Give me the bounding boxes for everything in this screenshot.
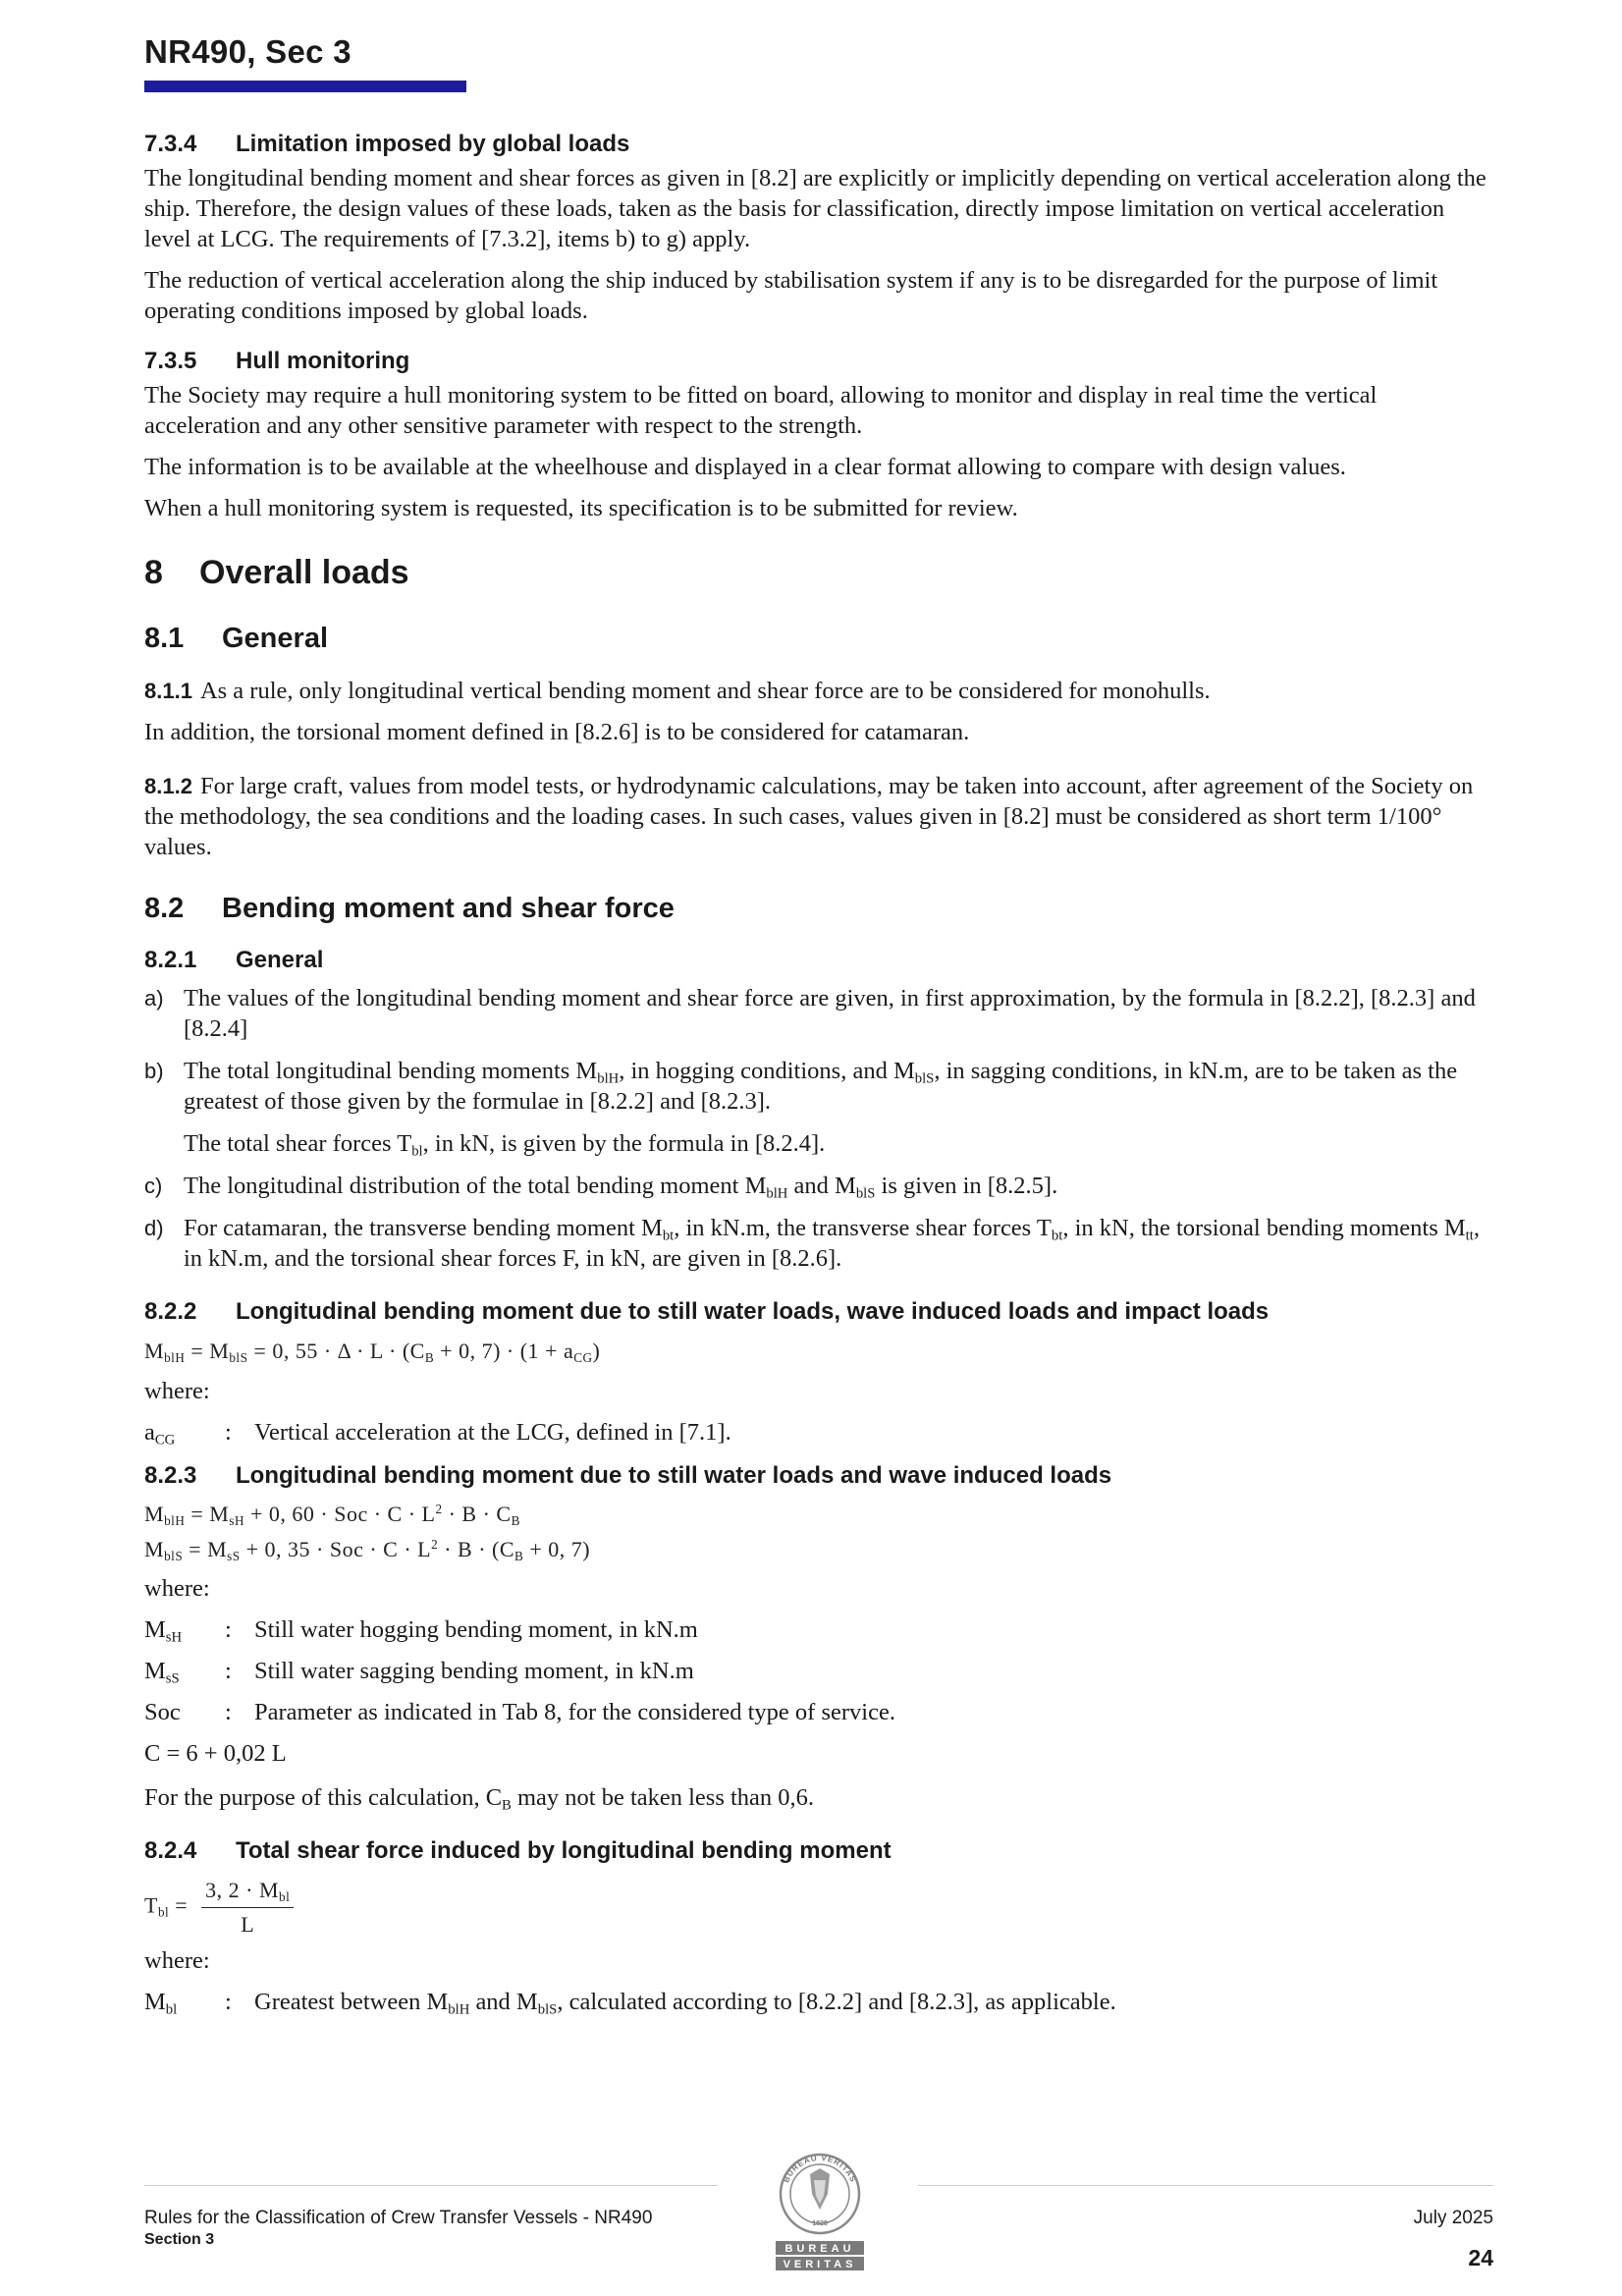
main-content <box>144 130 1491 2017</box>
svg-text:BUREAU: BUREAU <box>784 2243 855 2255</box>
footer-date: July 2025 <box>1413 2208 1493 2228</box>
footer-rules-title: Rules for the Classification of Crew Transfer Vessels - NR490 <box>144 2208 653 2228</box>
header-title: NR490, Sec 3 <box>144 33 351 70</box>
page-number: 24 <box>1468 2245 1493 2270</box>
definition-row: Soc : Parameter as indicated in Tab 8, for the considered type of service. <box>144 1699 895 1725</box>
footer-divider-left <box>144 2185 718 2186</box>
list-item-continuation: The total shear forces $T_{bl}$, in kN, is given by the formula in [8.2.4]. <box>184 1130 826 1160</box>
footer-divider-right <box>918 2185 1493 2186</box>
heading-8-2-3: 8.2.3 Longitudinal bending moment due to still water loads and wave induced loads <box>144 1462 1112 1489</box>
svg-text:BUREAU VERITAS: BUREAU VERITAS <box>782 2153 858 2184</box>
paragraph: The information is to be available at the wheelhouse and displayed in a clear format allowing to compare with design values. <box>144 454 1346 480</box>
bureau-veritas-logo-icon <box>771 2151 869 2274</box>
definition-row: $a_{CG}$ : Vertical acceleration at the LCG, defined in [7.1]. <box>144 1419 731 1449</box>
definition-row: $M_{sH}$ : Still water hogging bending moment, in kN.m <box>144 1616 698 1646</box>
heading-8-2-2: 8.2.2 Longitudinal bending moment due to still water loads, wave induced loads and impact loads <box>144 1298 1270 1325</box>
header-accent-bar <box>144 81 466 92</box>
heading-8-2: 8.2 Bending moment and shear force <box>144 893 675 924</box>
formula: $T_{bl}$ = $\frac{3, 2 \cdot M_{bl}}{L}$ <box>144 1876 1491 1940</box>
heading-8-2-4: 8.2.4 Total shear force induced by longitudinal bending moment <box>144 1837 892 1864</box>
fraction: $\frac{3, 2 \cdot M_{bl}}{L}$ <box>201 1876 294 1940</box>
heading-7-3-4: 7.3.4 Limitation imposed by global loads <box>144 131 630 157</box>
where-label: where: <box>144 1378 210 1404</box>
footer-section: Section 3 <box>144 2231 215 2248</box>
heading-8: 8 Overall loads <box>144 554 409 591</box>
formula: $M_{blH} = M_{sH} + 0$, 60 · Soc · $C \cdot L^2 \cdot B \cdot C_B$ <box>144 1502 520 1528</box>
paragraph-8-1-1: 8.1.1 As a rule, only longitudinal vertical bending moment and shear force are to be considered for monohulls. <box>144 678 1211 704</box>
paragraph: In addition, the torsional moment defined in [8.2.6] is to be considered for catamaran. <box>144 719 970 745</box>
paragraph-8-1-2: 8.1.2 For large craft, values from model tests, or hydrodynamic calculations, may be taken into account, after agreement of the Society on the methodology, the sea conditions and the loading cases. In such cases, values given in [8.2] must be considered as short term 1/100° values. <box>144 773 1474 860</box>
definition-row: $M_{sS}$ : Still water sagging bending moment, in kN.m <box>144 1658 694 1687</box>
paragraph: When a hull monitoring system is requested, its specification is to be submitted for review. <box>144 495 1018 521</box>
heading-8-2-1: 8.2.1 General <box>144 947 324 973</box>
paragraph: The reduction of vertical acceleration along the ship induced by stabilisation system if any is to be disregarded for the purpose of limit operating conditions imposed by global loads. <box>144 267 1438 324</box>
where-label: where: <box>144 1947 210 1974</box>
formula: $M_{blH} = M_{blS} = 0$, $55 \cdot \Delta \cdot L \cdot (C_B + 0$, $7) \cdot (1 + a_{CG})$ <box>144 1339 601 1365</box>
list-item: c) The longitudinal distribution of the total bending moment $M_{blH}$ and $M_{blS}$ is given in [8.2.5]. <box>144 1173 1058 1202</box>
list-item: d) For catamaran, the transverse bending moment $M_{bt}$, in kN.m, the transverse shear forces $T_{bt}$, in kN, the torsional bending moments $M_{tt}$, in kN.m, and the torsional shear forces F, in kN, are given in [8.2.6]. <box>144 1215 1480 1272</box>
svg-text:1828: 1828 <box>812 2220 828 2227</box>
where-label: where: <box>144 1575 210 1602</box>
paragraph: C = 6 + 0,02 L <box>144 1740 287 1767</box>
list-item: a) The values of the longitudinal bending moment and shear force are given, in first approximation, by the formula in [8.2.2], [8.2.3] and [8.2.4] <box>144 985 1476 1042</box>
paragraph: The longitudinal bending moment and shear forces as given in [8.2] are explicitly or implicitly depending on vertical acceleration along the ship. Therefore, the design values of these loads, taken as the basis for classification, directly impose limitation on vertical acceleration level at LCG. The requirements of [7.3.2], items b) to g) apply. <box>144 165 1487 252</box>
heading-8-1: 8.1 General <box>144 623 328 654</box>
list-item: b) The total longitudinal bending moments $M_{blH}$, in hogging conditions, and $M_{blS}$, in sagging conditions, in kN.m, are to be taken as the greatest of those given by the formulae in [8.2.2] and [8.2.3]. <box>144 1058 1458 1115</box>
paragraph: The Society may require a hull monitoring system to be fitted on board, allowing to monitor and display in real time the vertical acceleration and any other sensitive parameter with respect to the strength. <box>144 382 1378 439</box>
formula: $M_{blS} = M_{sS} + 0$, 35 · Soc · $C \cdot L^2 \cdot B \cdot (C_B + 0$, 7) <box>144 1537 591 1563</box>
heading-7-3-5: 7.3.5 Hull monitoring <box>144 348 410 374</box>
svg-text:VERITAS: VERITAS <box>783 2259 857 2270</box>
paragraph: For the purpose of this calculation, $C_B$ may not be taken less than 0,6. <box>144 1784 815 1814</box>
definition-row: $M_{bl}$ : Greatest between $M_{blH}$ and $M_{blS}$, calculated according to [8.2.2] and [8.2.3], as applicable. <box>144 1989 1116 2018</box>
